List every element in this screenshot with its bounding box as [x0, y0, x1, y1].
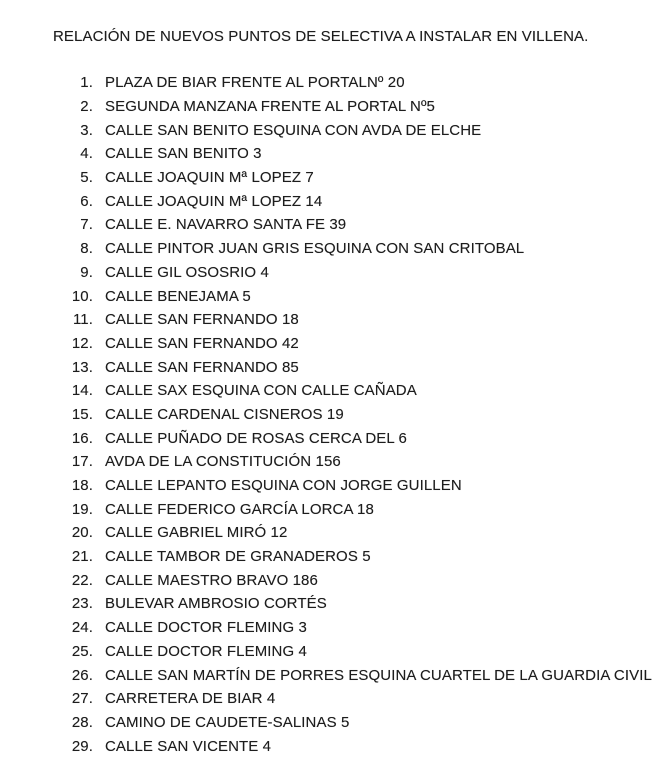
list-item-number: 14. [71, 382, 93, 400]
list-item-text: CALLE TAMBOR DE GRANADEROS 5 [105, 548, 371, 566]
list-item-number: 4. [80, 145, 93, 163]
list-item [53, 213, 647, 237]
list-item-number: 22. [71, 571, 93, 589]
list-item-number: 15. [71, 405, 93, 423]
list-item-text: CALLE JOAQUIN Mª LOPEZ 7 [105, 169, 314, 187]
list-item [53, 616, 647, 640]
list-item [53, 95, 647, 119]
list-item-text: CARRETERA DE BIAR 4 [105, 690, 276, 708]
list-item-number: 18. [71, 477, 93, 495]
list-item [53, 497, 647, 521]
document-title: RELACIÓN DE NUEVOS PUNTOS DE SELECTIVA A INSTALAR EN VILLENA. [53, 28, 589, 45]
list-item-number: 16. [71, 429, 93, 447]
list-item-text: CALLE CARDENAL CISNEROS 19 [105, 405, 344, 423]
list-item-text: CALLE SAN FERNANDO 85 [105, 358, 299, 376]
list-item [53, 166, 647, 190]
list-item [53, 142, 647, 166]
list-item [53, 734, 647, 758]
list-item-number: 10. [71, 287, 93, 305]
list-item-number: 9. [80, 263, 93, 281]
list-item-number: 8. [80, 240, 93, 258]
list-item-number: 29. [71, 737, 93, 755]
locations-list [53, 71, 652, 758]
list-item-number: 19. [71, 500, 93, 518]
list-item-number: 2. [80, 98, 93, 116]
list-item-text: PLAZA DE BIAR FRENTE AL PORTALNº 20 [105, 74, 405, 92]
list-item [53, 261, 647, 285]
list-item-text: SEGUNDA MANZANA FRENTE AL PORTAL Nº5 [105, 98, 435, 116]
list-item [53, 450, 647, 474]
list-item-text: CALLE GABRIEL MIRÓ 12 [105, 524, 288, 542]
list-item-text: CALLE MAESTRO BRAVO 186 [105, 571, 318, 589]
list-item-text: CALLE BENEJAMA 5 [105, 287, 251, 305]
list-item [53, 71, 647, 95]
list-item [53, 474, 647, 498]
list-item-text: CALLE SAN FERNANDO 42 [105, 334, 299, 352]
list-item [53, 237, 647, 261]
list-item-number: 1. [80, 74, 93, 92]
list-item [53, 189, 647, 213]
list-item-text: CALLE SAN MARTÍN DE PORRES ESQUINA CUARTEL DE LA GUARDIA CIVIL [105, 666, 652, 684]
list-item [53, 284, 647, 308]
list-item [53, 640, 647, 664]
list-item-number: 3. [80, 121, 93, 139]
list-item-text: CALLE SAN BENITO 3 [105, 145, 262, 163]
list-item [53, 687, 647, 711]
list-item-text: BULEVAR AMBROSIO CORTÉS [105, 595, 327, 613]
list-item [53, 545, 647, 569]
list-item-text: CALLE DOCTOR FLEMING 4 [105, 642, 307, 660]
list-item-text: CALLE SAN FERNANDO 18 [105, 311, 299, 329]
list-item [53, 426, 647, 450]
list-item [53, 403, 647, 427]
list-item [53, 332, 647, 356]
list-item-number: 11. [72, 311, 93, 329]
list-item-number: 23. [71, 595, 93, 613]
list-item [53, 568, 647, 592]
list-item-number: 6. [80, 192, 93, 210]
list-item-number: 26. [71, 666, 93, 684]
list-item-text: CALLE PUÑADO DE ROSAS CERCA DEL 6 [105, 429, 408, 447]
list-item-number: 13. [71, 358, 93, 376]
list-item-text: CALLE SAN BENITO ESQUINA CON AVDA DE ELCHE [105, 121, 482, 139]
list-item [53, 711, 647, 735]
list-item [53, 308, 647, 332]
list-item [53, 379, 647, 403]
list-item [53, 118, 647, 142]
list-item-number: 7. [80, 216, 93, 234]
list-item-text: AVDA DE LA CONSTITUCIÓN 156 [105, 453, 341, 471]
list-item-text: CALLE E. NAVARRO SANTA FE 39 [105, 216, 347, 234]
list-item-text: CALLE PINTOR JUAN GRIS ESQUINA CON SAN CRITOBAL [105, 240, 525, 258]
list-item-number: 25. [71, 642, 93, 660]
list-item-text: CALLE SAX ESQUINA CON CALLE CAÑADA [105, 382, 417, 400]
list-item-number: 12. [71, 334, 93, 352]
list-item-number: 5. [80, 169, 93, 187]
list-item-text: CALLE JOAQUIN Mª LOPEZ 14 [105, 192, 323, 210]
list-item-number: 24. [71, 619, 93, 637]
list-item [53, 355, 647, 379]
list-item-text: CAMINO DE CAUDETE-SALINAS 5 [105, 713, 350, 731]
list-item-text: CALLE SAN VICENTE 4 [105, 737, 272, 755]
list-item-text: CALLE GIL OSOSRIO 4 [105, 263, 269, 281]
list-item [53, 521, 647, 545]
list-item-number: 17. [71, 453, 93, 471]
list-item-text: CALLE DOCTOR FLEMING 3 [105, 619, 307, 637]
list-item-text: CALLE LEPANTO ESQUINA CON JORGE GUILLEN [105, 477, 462, 495]
list-item-text: CALLE FEDERICO GARCÍA LORCA 18 [105, 500, 374, 518]
list-item-number: 21. [71, 548, 93, 566]
list-item-number: 27. [71, 690, 93, 708]
list-item [53, 663, 652, 687]
list-item-number: 20. [71, 524, 93, 542]
list-item [53, 592, 647, 616]
list-item-number: 28. [71, 713, 93, 731]
